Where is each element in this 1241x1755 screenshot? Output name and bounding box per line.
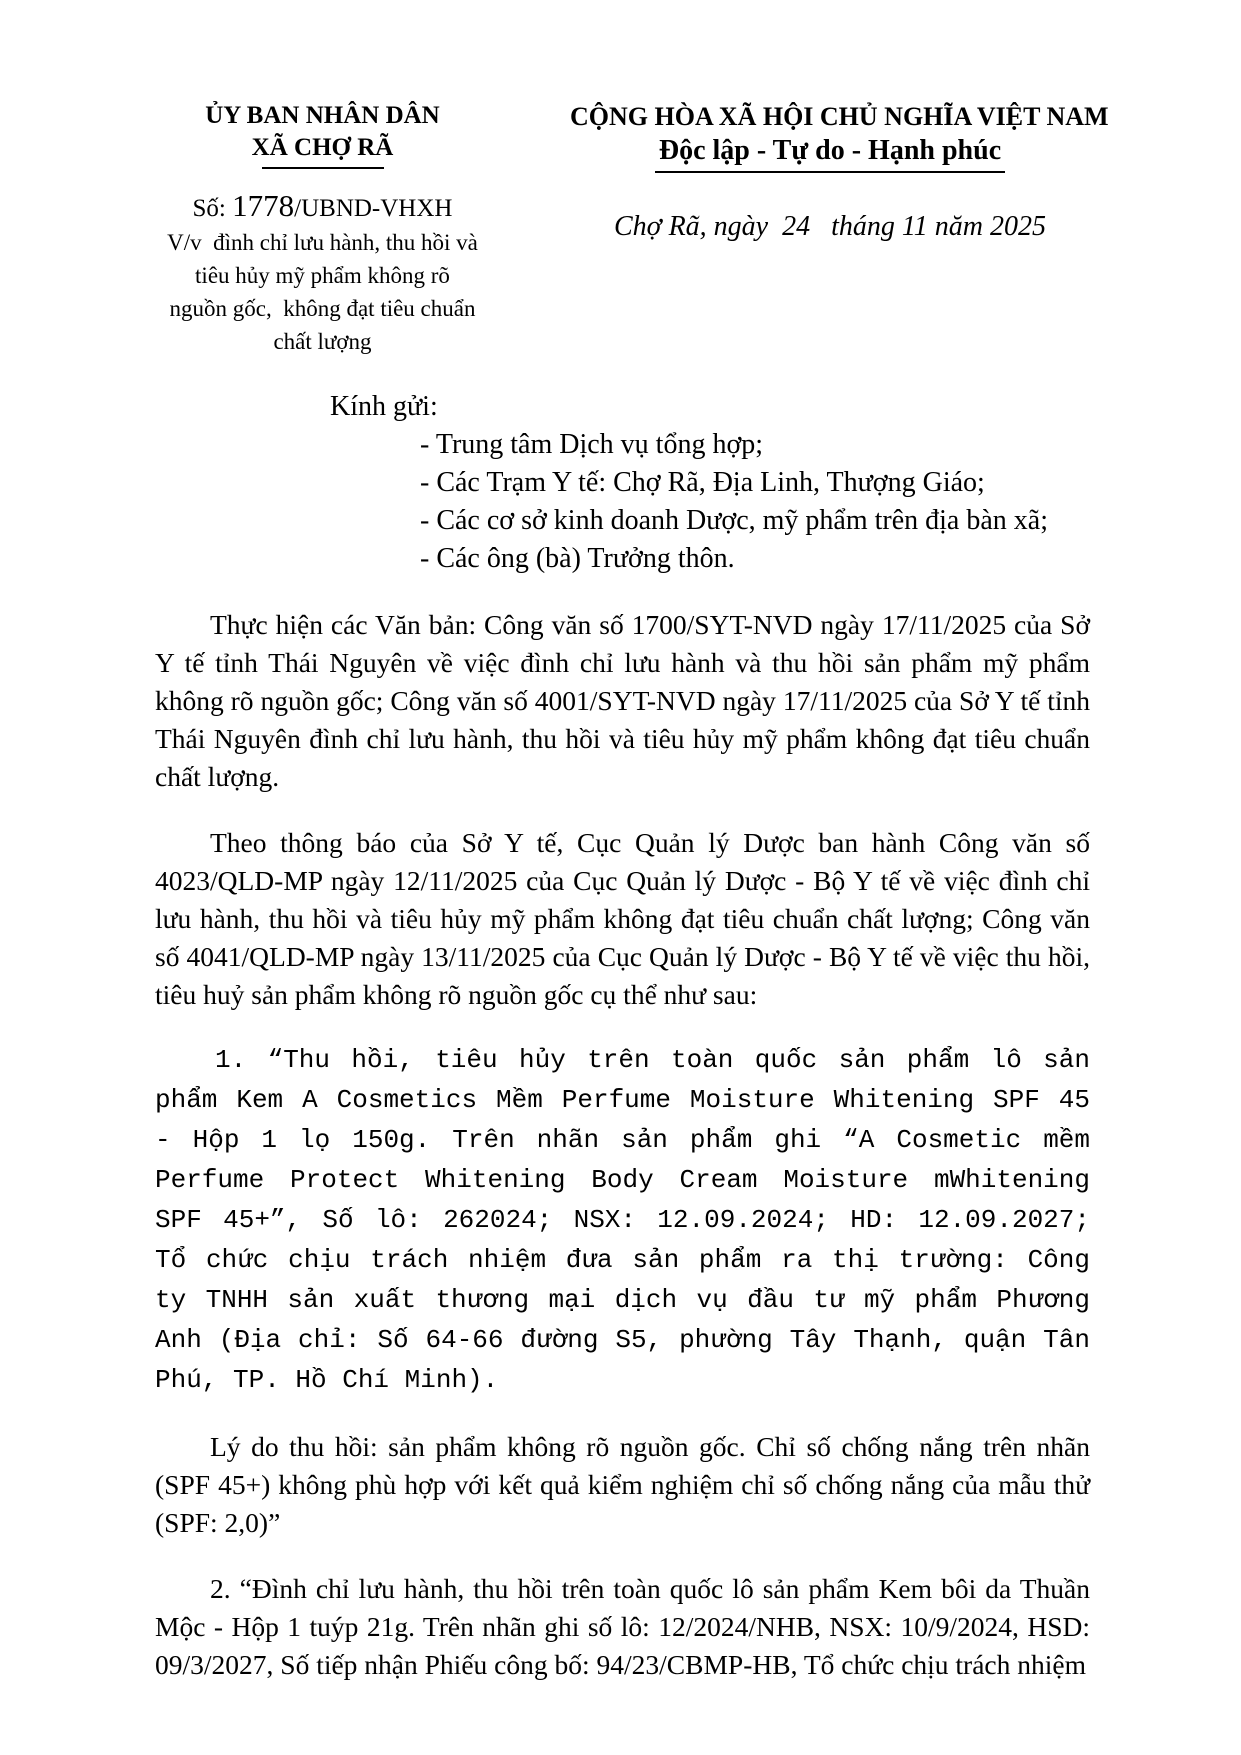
recipient-item: - Các ông (bà) Trưởng thôn.: [420, 543, 735, 574]
national-header-block: [570, 100, 1109, 243]
place-date-line: Chợ Rã, ngày 24 tháng 11 năm 2025: [613, 211, 1047, 242]
document-number: [155, 188, 490, 223]
issuing-authority-parent: ỦY BAN NHÂN DÂN: [205, 102, 440, 129]
paragraph-legal-basis-2: Theo thông báo của Sở Y tế, Cục Quản lý Dược ban hành Công văn số 4023/QLD-MP ngày 12/11/2025 của Cục Quản lý Dược - Bộ Y tế về việc đình chỉ lưu hành, thu hồi và tiêu hủy mỹ phẩm không đạt tiêu chuẩn chất lượng; Công văn số 4041/QLD-MP ngày 13/11/2025 của Cục Quản lý Dược - Bộ Y tế về việc thu hồi, tiêu huỷ sản phẩm không rõ nguồn gốc cụ thể như sau:: [155, 827, 1090, 1010]
recipient-item: - Trung tâm Dịch vụ tổng hợp;: [420, 429, 764, 460]
salutation-label: Kính gửi:: [330, 391, 438, 422]
document-number-value: 1778: [232, 188, 295, 223]
issuing-authority-block: [155, 100, 490, 358]
issuing-authority-name: XÃ CHỢ RÃ: [251, 134, 394, 161]
salutation-block: [155, 388, 1090, 578]
document-number-prefix: Số:: [192, 195, 233, 222]
national-title: CỘNG HÒA XÃ HỘI CHỦ NGHĨA VIỆT NAM: [570, 102, 1109, 131]
national-motto: Độc lập - Tự do - Hạnh phúc: [655, 133, 1005, 173]
recipient-item: - Các Trạm Y tế: Chợ Rã, Địa Linh, Thượng Giáo;: [420, 467, 985, 498]
paragraph-legal-basis-1: Thực hiện các Văn bản: Công văn số 1700/SYT-NVD ngày 17/11/2025 của Sở Y tế tỉnh Thái Nguyên về việc đình chỉ lưu hành và thu hồi sản phẩm mỹ phẩm không rõ nguồn gốc; Công văn số 4001/SYT-NVD ngày 17/11/2025 của Sở Y tế tỉnh Thái Nguyên đình chỉ lưu hành, thu hồi và tiêu hủy mỹ phẩm không đạt tiêu chuẩn chất lượng.: [155, 609, 1090, 792]
recipient-list: [420, 426, 1090, 578]
subject-line: chất lượng: [273, 329, 372, 354]
subject-line: nguồn gốc, không đạt tiêu chuẩn: [169, 296, 476, 321]
document-number-suffix: /UBND-VHXH: [294, 195, 453, 222]
document-header: [155, 100, 1109, 358]
authority-underline-rule: [262, 167, 384, 169]
subject-line: tiêu hủy mỹ phẩm không rõ: [195, 263, 450, 288]
document-subject: [155, 226, 490, 358]
document-body: [155, 606, 1090, 1684]
national-motto-row: [570, 133, 1090, 173]
paragraph-recall-item-1: 1. “Thu hồi, tiêu hủy trên toàn quốc sản phẩm lô sản phẩm Kem A Cosmetics Mềm Perfume Moisture Whitening SPF 45 - Hộp 1 lọ 150g. Trên nhãn sản phẩm ghi “A Cosmetic mềm Perfume Protect Whitening Body Cream Moisture mWhitening SPF 45+”, Số lô: 262024; NSX: 12.09.2024; HD: 12.09.2027; Tổ chức chịu trách nhiệm đưa sản phẩm ra thị trường: Công ty TNHH sản xuất thương mại dịch vụ đầu tư mỹ phẩm Phương Anh (Địa chỉ: Số 64-66 đường S5, phường Tây Thạnh, quận Tân Phú, TP. Hồ Chí Minh).: [155, 1045, 1090, 1395]
paragraph-recall-reason: Lý do thu hồi: sản phẩm không rõ nguồn gốc. Chỉ số chống nắng trên nhãn (SPF 45+) không phù hợp với kết quả kiểm nghiệm chỉ số chống nắng của mẫu thử (SPF: 2,0)”: [155, 1431, 1090, 1538]
subject-line: V/v đình chỉ lưu hành, thu hồi và: [167, 230, 478, 255]
recipient-item: - Các cơ sở kinh doanh Dược, mỹ phẩm trên địa bàn xã;: [420, 505, 1048, 536]
paragraph-recall-item-2: 2. “Đình chỉ lưu hành, thu hồi trên toàn quốc lô sản phẩm Kem bôi da Thuần Mộc - Hộp 1 tuýp 21g. Trên nhãn ghi số lô: 12/2024/NHB, NSX: 10/9/2024, HSD: 09/3/2027, Số tiếp nhận Phiếu công bố: 94/23/CBMP-HB, Tổ chức chịu trách nhiệm: [155, 1573, 1090, 1680]
